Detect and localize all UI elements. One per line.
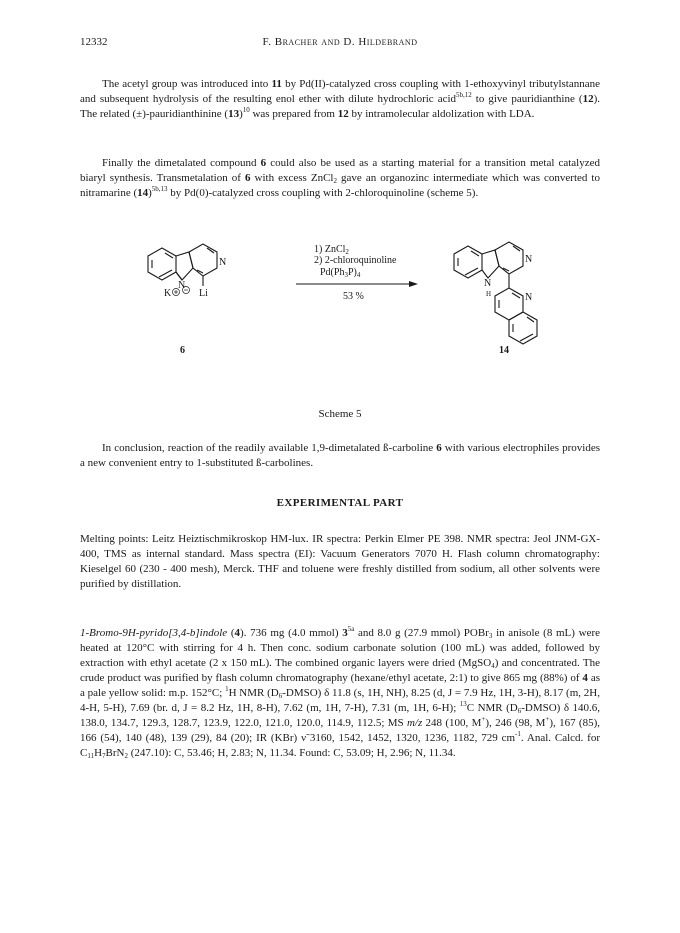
paragraph-acetylation: The acetyl group was introduced into 11 by Pd(II)-catalyzed cross coupling with 1-ethoxyvinyl tributylstannane and subsequent hydrolysis of the resulting enol ether with dilute hydrochloric acid$^{5b,12}$ to give pauridianthine (12). The related (±)-pauridianthinine $(13)^{10}$ was prepared from 12 by intramolecular aldolization with LDA. [80, 78, 600, 120]
reagent-catalyst: $Pd(Ph_3P)_4$ [320, 267, 361, 279]
running-head [0, 36, 680, 48]
running-head-authors: F. Bracher and D. Hildebrand [262, 36, 418, 48]
atom-li: Li [199, 288, 208, 299]
paragraph-conclusion: In conclusion, reaction of the readily available 1,9-dimetalated ß-carboline 6 with various electrophiles provides a new convenient entry to 1-substituted ß-carbolines. [80, 442, 600, 469]
paragraph-biaryl-synthesis: Finally the dimetalated compound 6 could also be used as a starting material for a transition metal catalyzed biaryl synthesis. Transmetalation of 6 with excess ZnCl$_2$ gave an organozinc intermediate which was converted to nitramarine $(14)^{5b,13}$ by Pd(0)-catalyzed cross coupling with 2-chloroquinoline (scheme 5). [80, 157, 600, 199]
reaction-yield: 53 % [343, 291, 364, 302]
atom-n-pyridine: N [219, 257, 227, 268]
reagent-zncl2: 1) ZnCl$_2$ [314, 244, 349, 256]
product-atom-n-pyridine: N [525, 254, 533, 265]
page-header [0, 36, 680, 52]
compound-label-14: 14 [499, 345, 509, 356]
reagent-chloroquinoline: 2) 2-chloroquinoline [314, 255, 397, 266]
atom-n-indole: N [178, 280, 186, 291]
atom-k: K [164, 288, 172, 299]
product-atom-n-quinoline: N [525, 292, 533, 303]
paragraph-instruments: Melting points: Leitz Heiztischmikroskop HM-lux. IR spectra: Perkin Elmer PE 398. NMR spectra: Jeol JNM-GX-400, TMS as internal standard. Mass spectra (EI): Vacuum Generators 7070 H. Flash column chromatography: Kieselgel 60 (230 - 400 mesh), Merck. THF and toluene were freshly distilled from sodium, all other solvents were purified by distillation. [80, 533, 600, 590]
section-heading-experimental: EXPERIMENTAL PART [276, 497, 404, 509]
paragraph-bromo-synthesis: 1-Bromo-9H-pyrido[3,4-b]indole (4). 736 mg (4.0 mmol) $3^{5a}$ and 8.0 g (27.9 mmol) POBr$_3$ in anisole (8 mL) were heated at 120°C with stirring for 4 h. Then conc. sodium carbonate solution (100 mL) was added, followed by extraction with ethyl acetate (2 x 150 mL). The combined organic layers were dried (MgSO$_4$) and concentrated. The crude product was purified by flash column chromatography (hexane/ethyl acetate, 2:1) to give 865 mg (88%) of 4 as a pale yellow solid: m.p. 152°C; $^1$H NMR $(D_6-DMSO)$ δ 11.8 (s, 1H, NH), 8.25 (d, J = 7.9 Hz, 1H, 3-H), 8.17 (m, 2H, 4-H, 5-H), 7.69 (br. d, J = 8.2 Hz, 1H, 8-H), 7.62 (m, 1H, 7-H), 7.31 (m, 1H, 6-H); $^{13}$C NMR $(D_6-DMSO)$ δ 140.6, 138.0, 134.7, 129.3, 128.7, 123.9, 122.0, 121.0, 120.0, 114.9, 112.5; MS m/z 248 (100, M+), 246 (98, M+), 167 (85), 166 (54), 140 (48), 139 (29), 84 (20); IR (KBr) ν̃ 3160, 1542, 1452, 1320, 1236, 1182, 729 $cm^{-1}$. Anal. Calcd. for $C_{11}H_7BrN_2$ (247.10): C, 53.46; H, 2.83; N, 11.34. Found: C, 53.09; H, 2.96; N, 11.34. [80, 625, 601, 760]
reaction-scheme-drawing [0, 232, 680, 407]
product-atom-n-indole: N [484, 278, 492, 289]
reaction-arrowhead-icon [409, 281, 418, 287]
product-atom-h: H [486, 290, 492, 298]
scheme-caption: Scheme 5 [318, 408, 362, 420]
page-number: 12332 [80, 36, 108, 48]
compound-label-6: 6 [180, 345, 185, 356]
scheme-5 [0, 232, 680, 422]
